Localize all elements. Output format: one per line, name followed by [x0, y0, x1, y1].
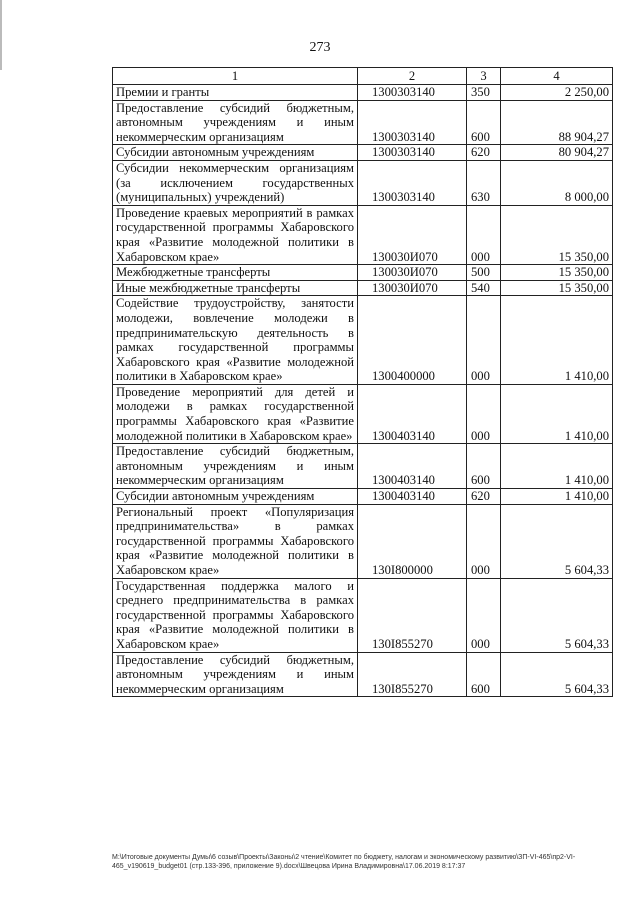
row-code-cell: 1300403140 — [358, 489, 467, 505]
scan-edge-mark — [0, 0, 2, 70]
row-name-cell: Предоставление субсидий бюджетным, автономным учреждениям и иным некоммерческим организациям — [113, 652, 358, 697]
row-kvr-cell: 600 — [467, 100, 501, 145]
table-row — [113, 100, 613, 145]
row-sum-cell: 15 350,00 — [501, 205, 613, 264]
row-name-cell: Межбюджетные трансферты — [113, 265, 358, 281]
table-row — [113, 296, 613, 385]
row-sum-cell: 1 410,00 — [501, 489, 613, 505]
row-code-cell: 130030И070 — [358, 280, 467, 296]
row-code-cell: 1300400000 — [358, 296, 467, 385]
row-name-cell: Субсидии автономным учреждениям — [113, 145, 358, 161]
row-code-cell: 130030И070 — [358, 205, 467, 264]
row-sum-cell: 1 410,00 — [501, 296, 613, 385]
row-kvr-cell: 000 — [467, 384, 501, 443]
row-kvr-cell: 000 — [467, 205, 501, 264]
row-code-cell: 130030И070 — [358, 265, 467, 281]
row-sum-cell: 1 410,00 — [501, 384, 613, 443]
row-kvr-cell: 000 — [467, 296, 501, 385]
row-code-cell: 130I855270 — [358, 578, 467, 652]
row-sum-cell: 5 604,33 — [501, 652, 613, 697]
row-sum-cell: 15 350,00 — [501, 265, 613, 281]
table-row — [113, 85, 613, 101]
table-row — [113, 280, 613, 296]
column-header: 1 — [113, 68, 358, 85]
row-name-cell: Региональный проект «Популяризация предпринимательства» в рамках государственной программы Хабаровского края «Развитие молодежной политики в Хабаровском крае» — [113, 504, 358, 578]
row-sum-cell: 15 350,00 — [501, 280, 613, 296]
row-name-cell: Субсидии некоммерческим организациям (за исключением государственных (муниципальных) учреждений) — [113, 160, 358, 205]
table-row — [113, 384, 613, 443]
row-sum-cell: 5 604,33 — [501, 578, 613, 652]
row-kvr-cell: 000 — [467, 504, 501, 578]
column-header: 3 — [467, 68, 501, 85]
table-row — [113, 652, 613, 697]
row-name-cell: Иные межбюджетные трансферты — [113, 280, 358, 296]
row-kvr-cell: 000 — [467, 578, 501, 652]
row-code-cell: 1300303140 — [358, 100, 467, 145]
table-row — [113, 504, 613, 578]
row-code-cell: 1300403140 — [358, 384, 467, 443]
row-kvr-cell: 600 — [467, 652, 501, 697]
table-row — [113, 205, 613, 264]
row-kvr-cell: 600 — [467, 444, 501, 489]
table-row — [113, 489, 613, 505]
table-row — [113, 578, 613, 652]
table-header-row — [113, 68, 613, 85]
row-kvr-cell: 500 — [467, 265, 501, 281]
row-name-cell: Субсидии автономным учреждениям — [113, 489, 358, 505]
row-code-cell: 130I855270 — [358, 652, 467, 697]
row-kvr-cell: 630 — [467, 160, 501, 205]
row-name-cell: Премии и гранты — [113, 85, 358, 101]
row-sum-cell: 80 904,27 — [501, 145, 613, 161]
row-sum-cell: 8 000,00 — [501, 160, 613, 205]
row-sum-cell: 5 604,33 — [501, 504, 613, 578]
row-kvr-cell: 620 — [467, 489, 501, 505]
row-name-cell: Проведение мероприятий для детей и молодежи в рамках государственной программы Хабаровского края «Развитие молодежной политики в Хабаровском крае» — [113, 384, 358, 443]
file-path-footer: М:\Итоговые документы Думы\6 созыв\Проекты\Законы\2 чтение\Комитет по бюджету, налогам и экономическому развитию\ЗП-VI-465\пр2-VI-465_v190619_budget01 (стр.133-396, приложение 9).docx\Швецова Ирина Владимировна\17.06.2019 8:17:37 — [112, 854, 576, 870]
row-kvr-cell: 350 — [467, 85, 501, 101]
row-name-cell: Предоставление субсидий бюджетным, автономным учреждениям и иным некоммерческим организациям — [113, 100, 358, 145]
column-header: 4 — [501, 68, 613, 85]
table-row — [113, 265, 613, 281]
row-code-cell: 1300303140 — [358, 160, 467, 205]
table-body — [113, 85, 613, 697]
row-name-cell: Предоставление субсидий бюджетным, автономным учреждениям и иным некоммерческим организациям — [113, 444, 358, 489]
row-name-cell: Содействие трудоустройству, занятости молодежи, вовлечение молодежи в предпринимательскую деятельность в рамках государственной программы Хабаровского края «Развитие молодежной политики в Хабаровском крае» — [113, 296, 358, 385]
row-code-cell: 1300403140 — [358, 444, 467, 489]
row-kvr-cell: 540 — [467, 280, 501, 296]
row-sum-cell: 2 250,00 — [501, 85, 613, 101]
column-header: 2 — [358, 68, 467, 85]
row-code-cell: 1300303140 — [358, 145, 467, 161]
row-sum-cell: 88 904,27 — [501, 100, 613, 145]
row-code-cell: 1300303140 — [358, 85, 467, 101]
table-row — [113, 160, 613, 205]
table-row — [113, 145, 613, 161]
budget-table — [112, 67, 613, 697]
page-number: 273 — [309, 40, 331, 55]
table-row — [113, 444, 613, 489]
row-sum-cell: 1 410,00 — [501, 444, 613, 489]
row-kvr-cell: 620 — [467, 145, 501, 161]
row-name-cell: Государственная поддержка малого и среднего предпринимательства в рамках государственной программы Хабаровского края «Развитие молодежной политики в Хабаровском крае» — [113, 578, 358, 652]
row-name-cell: Проведение краевых мероприятий в рамках государственной программы Хабаровского края «Развитие молодежной политики в Хабаровском крае» — [113, 205, 358, 264]
row-code-cell: 130I800000 — [358, 504, 467, 578]
